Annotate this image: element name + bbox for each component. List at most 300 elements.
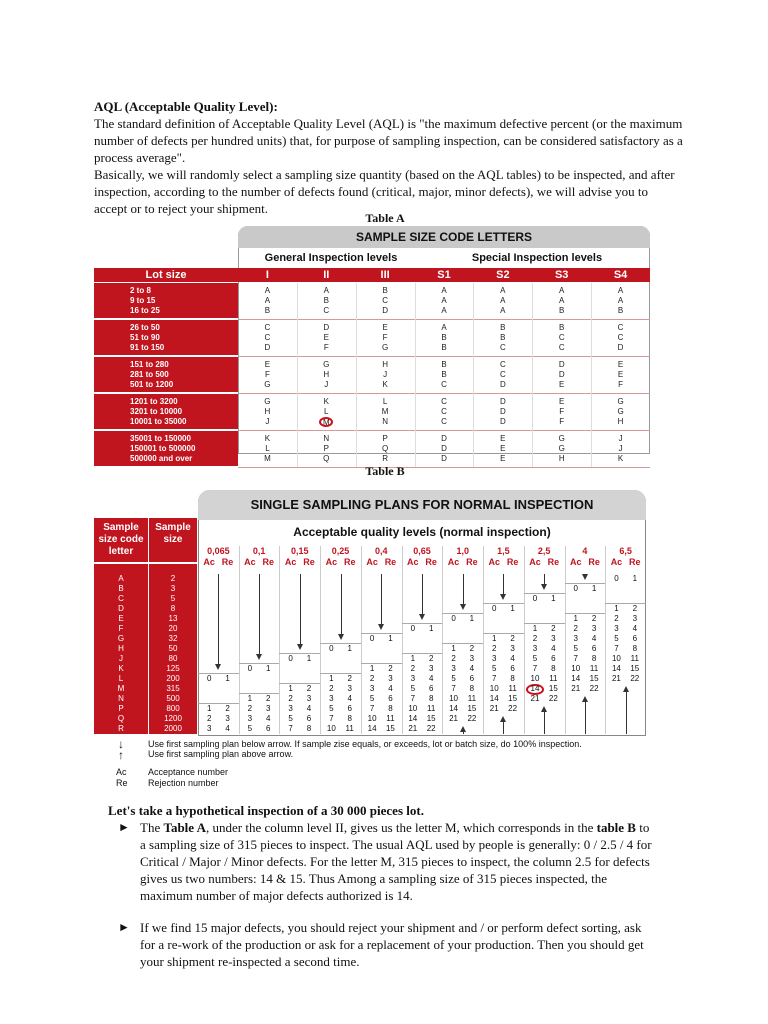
row-divider: [238, 467, 650, 468]
code-letter: J: [265, 417, 270, 426]
code-letter: C: [441, 407, 447, 416]
ac-value: 7: [369, 704, 375, 713]
ac-value: 21: [489, 704, 499, 713]
table-b-subtitle: Acceptable quality levels (normal inspection): [293, 525, 551, 539]
code-letter: B: [382, 286, 388, 295]
ac-value: 1: [410, 654, 416, 663]
code-letter: M: [117, 684, 125, 693]
code-letter: F: [618, 380, 623, 389]
ac-value: 0: [410, 624, 416, 633]
table-b-caption: Table B: [365, 464, 405, 478]
re-value: 1: [591, 584, 597, 593]
code-letter: D: [441, 454, 447, 463]
code-letter: B: [559, 323, 565, 332]
ac-value: 1: [247, 694, 253, 703]
step-line: [402, 653, 443, 654]
ac-header: Ac: [407, 557, 419, 567]
arrow-up-line: [544, 712, 545, 734]
lot-size-range: 3201 to 10000: [130, 407, 183, 416]
ac-value: 1: [329, 674, 334, 683]
lot-size-range: 16 to 25: [130, 306, 160, 315]
ac-value: 10: [326, 724, 336, 733]
code-letter: K: [118, 664, 124, 673]
lot-size-range: 26 to 50: [130, 323, 160, 332]
ac-value: 3: [288, 704, 293, 713]
re-value: 11: [386, 714, 395, 723]
code-letter: K: [382, 380, 388, 389]
code-letter: M: [381, 407, 389, 416]
highlighted-code-letter: M: [319, 417, 333, 427]
re-value: 3: [347, 684, 352, 693]
highlighted-ac-value: 14: [526, 684, 544, 695]
code-letter: E: [500, 434, 506, 443]
arrow-down-head: [215, 664, 221, 670]
code-letter: C: [118, 594, 124, 603]
code-letter: A: [264, 296, 271, 305]
code-letter: K: [264, 434, 271, 443]
ac-header: Ac: [244, 557, 256, 567]
ac-value: 2: [288, 694, 293, 703]
aql-heading: AQL (Acceptable Quality Level):: [94, 99, 278, 114]
ac-value: 14: [449, 704, 458, 713]
code-letter: E: [500, 444, 506, 453]
re-value: 3: [306, 694, 312, 703]
code-letter: D: [323, 323, 330, 332]
step-line: [198, 673, 239, 674]
ac-value: 3: [573, 634, 578, 643]
code-letter: E: [264, 360, 271, 369]
code-letter: C: [558, 343, 565, 352]
arrow-down-icon: [544, 574, 545, 584]
code-letter: B: [323, 296, 329, 305]
aql-column-divider: [279, 546, 280, 734]
code-letter: F: [118, 624, 124, 633]
arrow-down-icon: [259, 574, 260, 654]
ac-value: 2: [573, 624, 578, 633]
ac-value: 5: [247, 724, 253, 733]
re-value: 2: [306, 684, 312, 693]
lot-size-group: [94, 357, 238, 393]
ac-value: 3: [614, 624, 619, 633]
code-letter-header: [94, 518, 148, 562]
code-letter: C: [441, 397, 447, 406]
code-letter: R: [118, 724, 124, 733]
arrow-down-head: [338, 634, 344, 640]
ac-value: 0: [451, 614, 456, 623]
re-value: 2: [225, 704, 230, 713]
arrow-down-head: [541, 584, 547, 590]
re-value: 15: [467, 704, 477, 713]
re-value: 8: [510, 674, 515, 683]
code-letter: H: [617, 417, 624, 426]
code-letter: D: [499, 407, 506, 416]
column-divider: [297, 283, 298, 467]
level-header-s1: S1: [437, 269, 451, 281]
intro-section: [94, 98, 684, 217]
code-letter: C: [617, 323, 624, 332]
row-divider: [238, 430, 650, 431]
step-line: [565, 583, 606, 584]
lot-size-range: 150001 to 500000: [130, 444, 196, 453]
ac-value: 10: [571, 664, 581, 673]
ac-value: 1: [206, 704, 212, 713]
re-value: 2: [469, 644, 475, 653]
legend-re-text: Rejection number: [148, 778, 219, 788]
ac-value: 14: [489, 694, 499, 703]
level-header-ii: II: [323, 269, 330, 281]
code-letter: A: [264, 286, 271, 295]
re-value: 6: [347, 704, 352, 713]
ac-value: 5: [492, 664, 497, 673]
row-divider: [238, 393, 650, 394]
code-letter: A: [441, 296, 447, 305]
aql-level-header: 2,5: [537, 546, 551, 556]
code-letter: A: [441, 323, 447, 332]
re-value: 6: [510, 664, 515, 673]
re-value: 15: [385, 724, 395, 733]
column-divider: [473, 283, 474, 467]
code-letter: D: [558, 370, 565, 379]
ac-header: Ac: [325, 557, 338, 567]
ac-value: 0: [288, 654, 293, 663]
ac-value: 2: [369, 674, 375, 683]
ac-value: 1: [288, 684, 293, 693]
re-value: 3: [591, 624, 597, 633]
re-value: 11: [549, 674, 558, 683]
code-letter: A: [441, 286, 447, 295]
code-letter: C: [441, 417, 447, 426]
re-value: 8: [388, 704, 393, 713]
re-value: 11: [427, 704, 436, 713]
ac-value: 14: [367, 724, 377, 733]
ac-value: 21: [408, 724, 418, 733]
re-value: 4: [225, 724, 230, 733]
ac-value: 5: [369, 694, 375, 703]
legend-ac-label: Ac: [116, 767, 127, 777]
code-letter: A: [617, 286, 624, 295]
re-value: 4: [510, 654, 515, 663]
re-value: 11: [589, 664, 599, 673]
aql-definition: The standard definition of Acceptable Quality Level (AQL) is "the maximum defective percent (or the maximum number of defects per hundred units) that, for purpose of sampling inspection, can be considered satisfactory as a process average".: [94, 116, 683, 165]
re-value: 11: [345, 724, 354, 733]
code-letter: L: [118, 674, 124, 683]
ac-value: 1: [573, 614, 578, 623]
code-letter: G: [264, 397, 271, 406]
level-header-s3: S3: [554, 269, 569, 281]
re-header: Re: [303, 557, 315, 567]
code-letter: B: [441, 343, 447, 352]
re-value: 15: [630, 664, 640, 673]
sample-size: 500: [166, 694, 180, 703]
code-letter: B: [617, 306, 624, 315]
code-letter: N: [118, 694, 124, 703]
arrow-up-icon: ↑: [118, 748, 124, 762]
aql-column-divider: [565, 546, 566, 734]
code-letter: C: [499, 370, 506, 379]
step-line: [605, 603, 646, 604]
re-value: 3: [388, 674, 393, 683]
sample-size: 13: [168, 614, 178, 623]
code-letter: E: [559, 397, 565, 406]
ac-value: 10: [530, 674, 540, 683]
code-letter: G: [558, 444, 565, 453]
step-line: [524, 623, 565, 624]
sample-size: 50: [168, 644, 178, 653]
sample-size: 5: [170, 594, 176, 603]
code-letter: L: [382, 397, 388, 406]
code-letter: F: [382, 333, 388, 342]
code-letter: B: [264, 306, 271, 315]
sample-size: 800: [166, 704, 180, 713]
lot-size-range: 2 to 8: [130, 286, 151, 295]
re-value: 6: [306, 714, 312, 723]
code-letter: A: [441, 306, 447, 315]
re-value: 3: [266, 704, 271, 713]
ac-value: 1: [492, 634, 497, 643]
code-letter: E: [617, 370, 624, 379]
example-heading: Let's take a hypothetical inspection of a 30 000 pieces lot.: [108, 803, 424, 818]
code-letter: G: [117, 634, 125, 643]
step-line: [361, 633, 402, 634]
re-value: 1: [510, 604, 515, 613]
code-letter: H: [323, 370, 330, 379]
re-value: 22: [508, 704, 518, 713]
step-line: [320, 643, 361, 644]
sample-size: 8: [170, 604, 176, 613]
arrow-down-head: [419, 614, 425, 620]
re-value: 6: [591, 644, 597, 653]
step-line: [320, 673, 361, 674]
ac-value: 2: [206, 714, 212, 723]
lot-size-range: 9 to 15: [130, 296, 156, 305]
code-letter: Q: [323, 454, 330, 463]
column-divider: [532, 283, 533, 467]
legend-re-label: Re: [116, 778, 128, 788]
lot-size-range: 10001 to 35000: [130, 417, 187, 426]
ac-value: 21: [449, 714, 458, 723]
aql-level-header: 0,15: [291, 546, 309, 556]
code-letter: M: [264, 454, 271, 463]
arrow-up-line: [585, 702, 586, 734]
step-line: [239, 693, 280, 694]
aql-column-divider: [402, 546, 403, 734]
code-letter: Q: [117, 714, 125, 723]
column-divider: [591, 283, 592, 467]
re-value: 22: [630, 674, 640, 683]
code-letter: A: [500, 296, 506, 305]
code-letter: J: [618, 444, 623, 453]
step-line: [239, 663, 280, 664]
code-letter: P: [382, 434, 388, 443]
re-value: 1: [306, 654, 312, 663]
code-letter: R: [382, 454, 389, 463]
code-letter: B: [441, 360, 447, 369]
lot-size-range: 1201 to 3200: [130, 397, 178, 406]
ac-value: 0: [573, 584, 578, 593]
code-letter: D: [441, 434, 447, 443]
ac-value: 14: [571, 674, 581, 683]
code-letter: A: [118, 574, 124, 583]
code-letter: B: [559, 306, 565, 315]
ac-value: 3: [410, 674, 416, 683]
arrow-down-head: [460, 604, 466, 610]
arrow-down-icon: [422, 574, 423, 614]
code-letter: F: [559, 417, 565, 426]
re-value: 3: [551, 634, 556, 643]
bullet-1-text-a: The: [140, 820, 164, 835]
ac-value: 3: [329, 694, 334, 703]
arrow-down-icon: [300, 574, 301, 644]
ac-value: 0: [532, 594, 538, 603]
sample-size: 2: [170, 574, 176, 583]
arrow-down-head: [256, 654, 262, 660]
ac-value: 0: [247, 664, 253, 673]
ac-value: 7: [532, 664, 538, 673]
aql-column-divider: [239, 546, 240, 734]
re-value: 22: [548, 694, 558, 703]
aql-column-divider: [320, 546, 321, 734]
re-value: 4: [306, 704, 312, 713]
example-bullet-1: [118, 819, 658, 904]
arrow-up-line: [463, 732, 464, 734]
ac-value: 1: [369, 664, 375, 673]
code-letter: C: [264, 333, 271, 342]
re-value: 3: [510, 644, 515, 653]
arrow-up-line: [626, 692, 627, 734]
ac-value: 7: [329, 714, 334, 723]
ac-value: 3: [451, 664, 456, 673]
ac-value: 14: [611, 664, 621, 673]
ac-header: Ac: [610, 557, 623, 567]
code-letter: F: [323, 343, 329, 352]
ac-value: 3: [247, 714, 253, 723]
ac-value: 0: [614, 574, 619, 583]
code-letter: D: [264, 343, 271, 352]
code-letter: K: [323, 397, 329, 406]
sample-size: 200: [166, 674, 180, 683]
bullet-arrow-icon: ►: [118, 920, 130, 934]
ac-value: 5: [329, 704, 334, 713]
code-letter: G: [558, 434, 565, 443]
sample-size: 315: [166, 684, 180, 693]
re-value: 8: [306, 724, 312, 733]
bullet-arrow-icon: ►: [118, 820, 130, 834]
re-header: Re: [506, 557, 519, 567]
legend-ac-text: Acceptance number: [148, 767, 229, 777]
bullet-2-text: If we find 15 major defects, you should reject your shipment and / or perform defect sorting, ask for a re-work of the production or ask for a replacement of your production. Then you should get your shipment re-inspected a second time.: [140, 920, 644, 969]
code-letter: A: [500, 286, 506, 295]
re-value: 2: [632, 604, 638, 613]
code-letter: J: [618, 434, 623, 443]
re-header: Re: [343, 557, 356, 567]
re-value: 1: [469, 614, 475, 623]
re-value: 4: [632, 624, 638, 633]
arrow-down-head: [297, 644, 303, 650]
re-value: 2: [591, 614, 597, 623]
lot-size-header: Lot size: [94, 268, 238, 282]
ac-value: 10: [449, 694, 458, 703]
re-header: Re: [588, 557, 600, 567]
arrow-up-line: [503, 722, 504, 734]
bullet-1-table-b: table B: [596, 820, 636, 835]
re-value: 22: [426, 724, 436, 733]
ac-header: Ac: [203, 557, 215, 567]
code-letter: G: [323, 360, 330, 369]
ac-value: 0: [206, 674, 212, 683]
code-letter: E: [617, 360, 624, 369]
code-letter: A: [617, 296, 624, 305]
code-letter: H: [264, 407, 271, 416]
aql-level-header: 6,5: [619, 546, 632, 556]
code-letter-header-line: letter: [108, 546, 134, 557]
ac-value: 2: [614, 614, 619, 623]
ac-value: 2: [532, 634, 538, 643]
aql-level-header: 0,65: [413, 546, 431, 556]
step-line: [442, 643, 483, 644]
code-letter: C: [264, 323, 271, 332]
ac-value: 1: [451, 644, 456, 653]
step-line: [279, 683, 320, 684]
ac-header: Ac: [569, 557, 582, 567]
re-header: Re: [221, 557, 234, 567]
table-b: [94, 490, 646, 736]
arrow-down-icon: [218, 574, 219, 664]
code-letter: B: [441, 370, 447, 379]
re-value: 4: [551, 644, 556, 653]
re-header: Re: [547, 557, 560, 567]
ac-value: 10: [611, 654, 621, 663]
re-header: Re: [425, 557, 437, 567]
lot-size-range: 35001 to 150000: [130, 434, 191, 443]
ac-header: Ac: [284, 557, 297, 567]
re-value: 6: [632, 634, 638, 643]
aql-level-header: 4: [582, 546, 588, 556]
special-levels-label: Special Inspection levels: [471, 252, 603, 264]
ac-value: 0: [492, 604, 497, 613]
code-letter: H: [118, 644, 124, 653]
re-header: Re: [384, 557, 397, 567]
code-letter: E: [559, 380, 565, 389]
re-value: 6: [428, 684, 434, 693]
example-bullet-2: [118, 919, 658, 970]
code-letter: D: [499, 417, 506, 426]
ac-value: 0: [329, 644, 334, 653]
code-letter: J: [383, 370, 388, 379]
ac-header: Ac: [529, 557, 541, 567]
code-letter: D: [558, 360, 565, 369]
ac-value: 5: [532, 654, 538, 663]
lot-size-group: [94, 320, 238, 356]
re-value: 4: [428, 674, 434, 683]
step-line: [279, 653, 320, 654]
ac-value: 2: [492, 644, 497, 653]
ac-value: 7: [288, 724, 293, 733]
code-letter: B: [441, 333, 447, 342]
ac-value: 21: [571, 684, 581, 693]
re-value: 4: [388, 684, 393, 693]
re-value: 8: [591, 654, 597, 663]
re-value: 3: [469, 654, 475, 663]
re-value: 8: [469, 684, 475, 693]
code-letter: L: [265, 444, 270, 453]
ac-value: 3: [532, 644, 538, 653]
lot-size-range: 91 to 150: [130, 343, 165, 352]
code-letter: D: [499, 397, 506, 406]
sample-size: 1200: [164, 714, 182, 723]
aql-level-header: 1,0: [456, 546, 469, 556]
sample-size: 32: [168, 634, 178, 643]
code-letter: D: [118, 604, 124, 613]
